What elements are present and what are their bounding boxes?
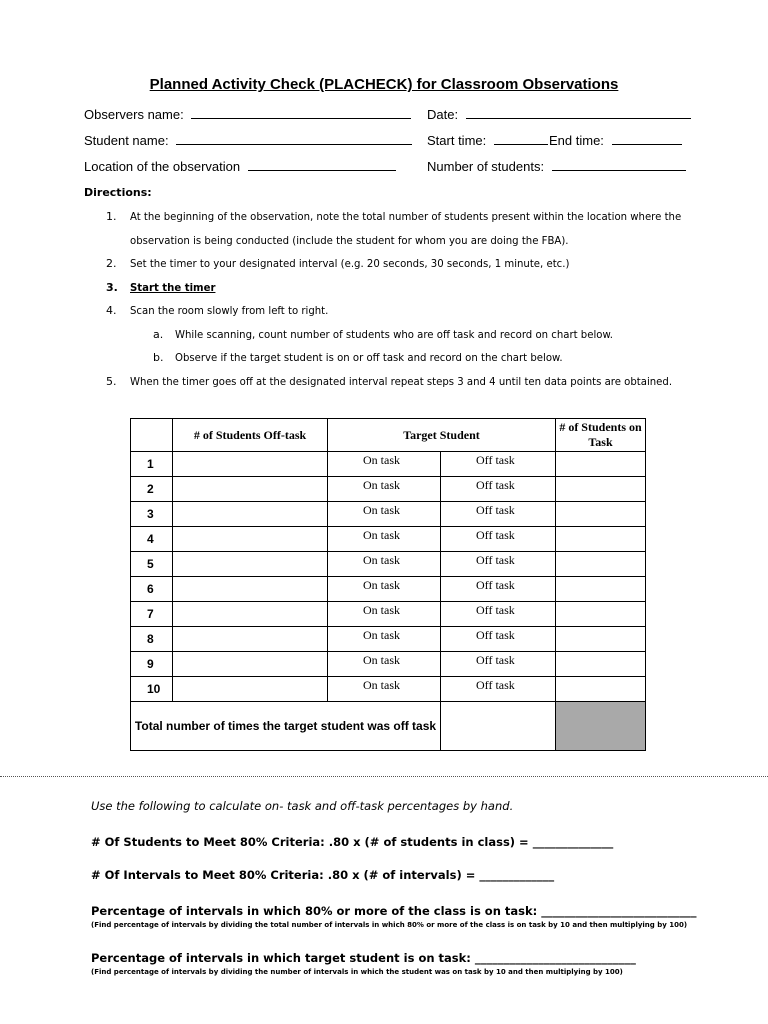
total-value-cell[interactable] [441,702,556,751]
on-task-cell[interactable] [328,502,441,527]
step-number: 2. [106,257,117,270]
table-row [131,677,646,702]
total-shaded-cell [556,702,646,751]
student-name-field[interactable] [84,133,412,148]
end-time-field[interactable] [549,133,682,148]
off-task-label: Off task [476,603,515,617]
location-label: Location of the observation [84,159,241,174]
table-row [131,502,646,527]
total-row [131,702,646,751]
on-task-count-cell[interactable] [556,502,646,527]
on-task-label: On task [363,678,400,692]
row-number: 7 [131,602,173,627]
start-time-field[interactable] [427,133,548,148]
table-row [131,452,646,477]
observation-table [130,418,646,751]
off-task-cell[interactable] [441,677,556,702]
calc-class-note: (Find percentage of intervals by dividing the total number of intervals in which 80% or more of the class is on task by 10 and then multiplying by 100) [91,921,688,929]
table-row [131,477,646,502]
on-task-count-cell[interactable] [556,552,646,577]
off-task-label: Off task [476,553,515,567]
on-task-cell[interactable] [328,627,441,652]
number-of-students-label: Number of students: [427,159,545,174]
table-row [131,552,646,577]
on-task-count-cell[interactable] [556,452,646,477]
off-task-cell[interactable] [441,502,556,527]
step-number: 5. [106,375,117,388]
on-task-cell[interactable] [328,527,441,552]
location-line[interactable] [248,160,396,171]
step-text: Set the timer to your designated interval (e.g. 20 seconds, 30 seconds, 1 minute, etc.) [130,257,570,270]
calc-target-on-task[interactable]: Percentage of intervals in which target student is on task: ____________________________ [91,951,636,965]
calc-target-note: (Find percentage of intervals by dividing the number of intervals in which the student was on task by 10 and then multiplying by 100) [91,968,623,976]
off-task-label: Off task [476,678,515,692]
off-task-label: Off task [476,578,515,592]
header-blank-cell [131,419,173,452]
off-task-count-cell[interactable] [173,477,328,502]
off-task-cell[interactable] [441,627,556,652]
student-name-line[interactable] [176,134,412,145]
off-task-count-cell[interactable] [173,452,328,477]
row-number: 5 [131,552,173,577]
observers-name-label: Observers name: [84,107,184,122]
off-task-label: Off task [476,478,515,492]
table-row [131,577,646,602]
on-task-cell[interactable] [328,652,441,677]
off-task-count-cell[interactable] [173,502,328,527]
on-task-label: On task [363,478,400,492]
step-number: 1. [106,210,117,223]
on-task-cell[interactable] [328,677,441,702]
off-task-cell[interactable] [441,477,556,502]
off-task-label: Off task [476,653,515,667]
on-task-cell[interactable] [328,577,441,602]
on-task-count-cell[interactable] [556,677,646,702]
step-text: When the timer goes off at the designated interval repeat steps 3 and 4 until ten data points are obtained. [130,375,673,388]
off-task-count-cell[interactable] [173,677,328,702]
off-task-count-cell[interactable] [173,552,328,577]
sub-step-letter: a. [153,328,164,341]
on-task-count-cell[interactable] [556,477,646,502]
header-off-task: # of Students Off-task [173,419,328,452]
on-task-count-cell[interactable] [556,627,646,652]
off-task-cell[interactable] [441,552,556,577]
date-field[interactable] [427,107,691,122]
off-task-label: Off task [476,453,515,467]
calc-intro: Use the following to calculate on- task and off-task percentages by hand. [91,799,514,813]
on-task-cell[interactable] [328,477,441,502]
on-task-label: On task [363,578,400,592]
off-task-count-cell[interactable] [173,527,328,552]
off-task-cell[interactable] [441,652,556,677]
step-number: 3. [106,281,118,294]
row-number: 8 [131,627,173,652]
row-number: 2 [131,477,173,502]
table-row [131,527,646,552]
on-task-label: On task [363,628,400,642]
student-name-label: Student name: [84,133,169,148]
table-row [131,652,646,677]
off-task-cell[interactable] [441,452,556,477]
table-row [131,627,646,652]
start-time-line[interactable] [494,134,548,145]
step-text: Start the timer [130,281,216,294]
off-task-cell[interactable] [441,527,556,552]
row-number: 9 [131,652,173,677]
on-task-cell[interactable] [328,602,441,627]
row-number: 6 [131,577,173,602]
calc-class-on-task[interactable]: Percentage of intervals in which 80% or more of the class is on task: ___________________________ [91,904,697,918]
header-on-task: # of Students on Task [556,419,646,452]
number-of-students-field[interactable] [427,159,686,174]
on-task-count-cell[interactable] [556,602,646,627]
start-time-label: Start time: [427,133,487,148]
header-target-student: Target Student [328,419,556,452]
number-of-students-line[interactable] [552,160,686,171]
end-time-label: End time: [549,133,604,148]
on-task-count-cell[interactable] [556,527,646,552]
on-task-label: On task [363,553,400,567]
calc-students-criteria[interactable]: # Of Students to Meet 80% Criteria: .80 x (# of students in class) = ______________ [91,835,614,849]
calc-intervals-criteria[interactable]: # Of Intervals to Meet 80% Criteria: .80 x (# of intervals) = _____________ [91,868,555,882]
on-task-label: On task [363,653,400,667]
step-text: Scan the room slowly from left to right. [130,304,329,317]
off-task-label: Off task [476,628,515,642]
off-task-count-cell[interactable] [173,652,328,677]
step-text: observation is being conducted (include the student for whom you are doing the FBA). [130,234,569,247]
observers-name-line[interactable] [191,108,411,119]
on-task-cell[interactable] [328,552,441,577]
end-time-line[interactable] [612,134,682,145]
on-task-cell[interactable] [328,452,441,477]
on-task-label: On task [363,503,400,517]
total-label: Total number of times the target student was off task [131,702,441,751]
on-task-label: On task [363,603,400,617]
step-number: 4. [106,304,117,317]
on-task-count-cell[interactable] [556,652,646,677]
off-task-count-cell[interactable] [173,627,328,652]
on-task-count-cell[interactable] [556,577,646,602]
row-number: 4 [131,527,173,552]
table-row [131,602,646,627]
location-field[interactable] [84,159,396,174]
off-task-label: Off task [476,528,515,542]
off-task-label: Off task [476,503,515,517]
step-text: At the beginning of the observation, note the total number of students present within the location where the [130,210,682,223]
row-number: 1 [131,452,173,477]
on-task-label: On task [363,528,400,542]
sub-step-text: While scanning, count number of students who are off task and record on chart below. [175,328,614,341]
off-task-cell[interactable] [441,577,556,602]
table-header-row [131,419,646,452]
page-title: Planned Activity Check (PLACHECK) for Classroom Observations [149,76,619,93]
sub-step-letter: b. [153,351,164,364]
observers-name-field[interactable] [84,107,411,122]
date-label: Date: [427,107,459,122]
date-line[interactable] [466,108,691,119]
off-task-cell[interactable] [441,602,556,627]
directions-heading: Directions: [84,186,152,199]
on-task-label: On task [363,453,400,467]
off-task-count-cell[interactable] [173,602,328,627]
row-number: 3 [131,502,173,527]
off-task-count-cell[interactable] [173,577,328,602]
dotted-divider [0,776,768,777]
row-number: 10 [131,677,173,702]
sub-step-text: Observe if the target student is on or off task and record on the chart below. [175,351,563,364]
